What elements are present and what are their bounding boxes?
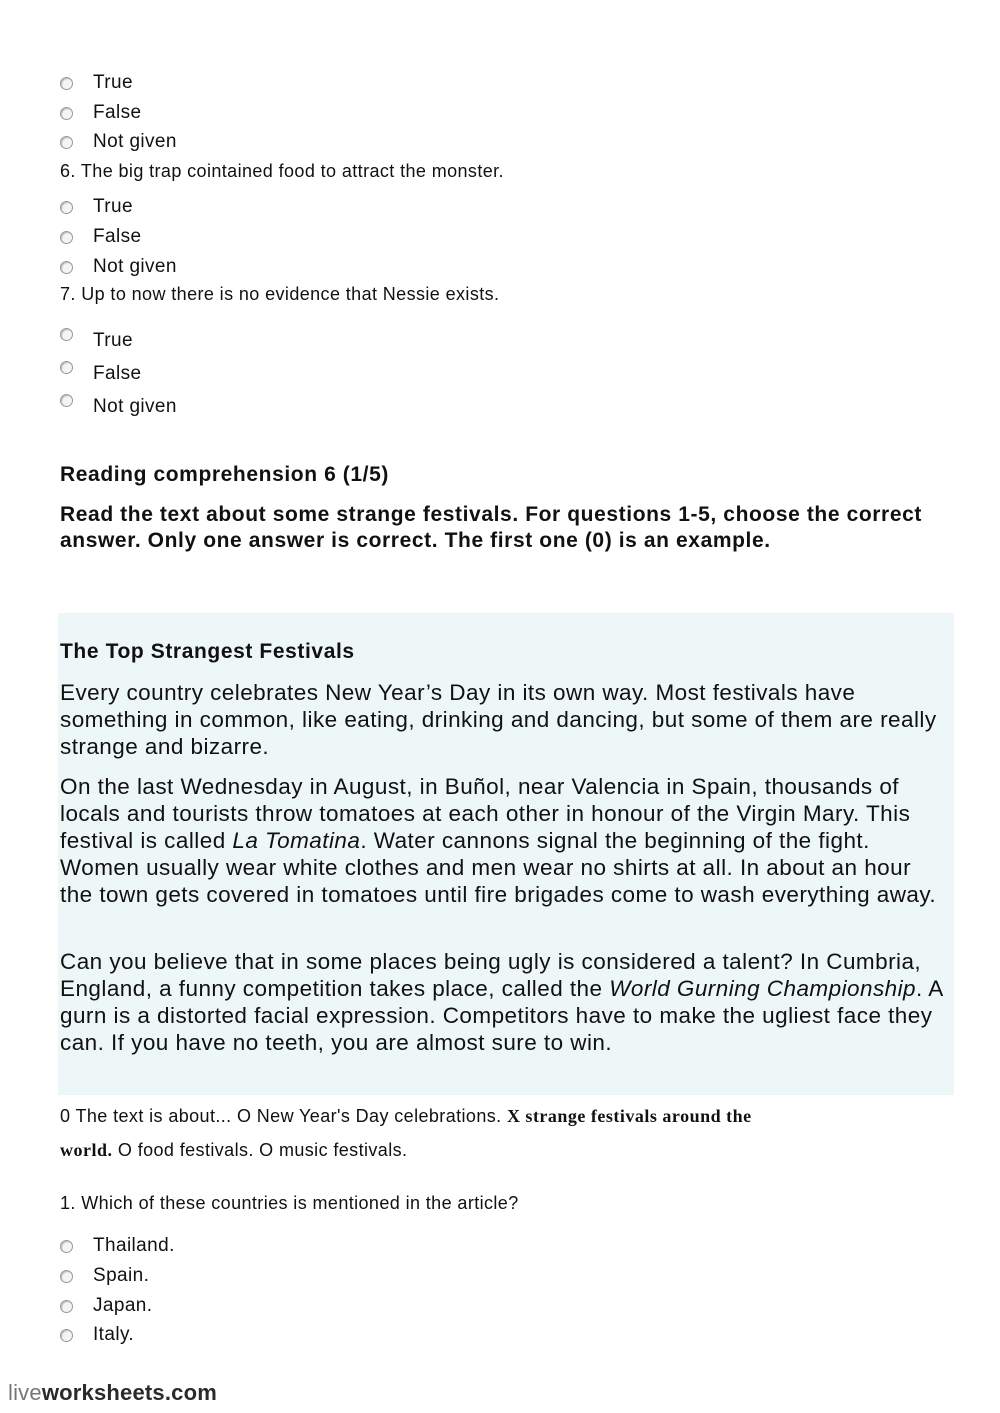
- radio-button[interactable]: [60, 361, 73, 374]
- paragraph-text: . Water cannons signal the beginning of the fight. Women usually wear white clothes and men wear no shirts at all. In about an hour the town gets covered in tomatoes until fire brigades come to wash everything away.: [60, 828, 937, 907]
- example-suffix: O food festivals. O music festivals.: [117, 1140, 408, 1160]
- logo-text-light: live: [8, 1380, 42, 1405]
- option-label: True: [93, 330, 133, 351]
- option-label: False: [93, 102, 142, 123]
- q1-option-spain[interactable]: [60, 1264, 149, 1288]
- logo-text-dark: worksheets.com: [41, 1380, 218, 1405]
- example-prefix: 0 The text is about... O New Year's Day celebrations.: [60, 1106, 502, 1126]
- option-label: Thailand.: [93, 1235, 175, 1256]
- radio-button[interactable]: [60, 328, 73, 341]
- question-1: 1. Which of these countries is mentioned in the article?: [60, 1193, 519, 1213]
- radio-button[interactable]: [60, 1240, 73, 1253]
- article-paragraph-3: [60, 948, 950, 1056]
- option-label: Japan.: [93, 1295, 153, 1316]
- radio-button[interactable]: [60, 1300, 73, 1313]
- radio-button[interactable]: [60, 1270, 73, 1283]
- article-title: The Top Strangest Festivals: [60, 640, 355, 663]
- radio-button[interactable]: [60, 107, 73, 120]
- q1-option-japan[interactable]: [60, 1294, 152, 1318]
- radio-button[interactable]: [60, 77, 73, 90]
- example-line-1: [60, 1106, 752, 1127]
- prev-option-true[interactable]: [60, 71, 133, 95]
- radio-button[interactable]: [60, 231, 73, 244]
- radio-button[interactable]: [60, 261, 73, 274]
- radio-button[interactable]: [60, 394, 73, 407]
- q7-option-false[interactable]: [60, 359, 141, 389]
- example-line-2: [60, 1140, 407, 1161]
- radio-button[interactable]: [60, 1329, 73, 1342]
- question-6: 6. The big trap cointained food to attract the monster.: [60, 161, 504, 181]
- article-paragraph-2: [60, 773, 950, 908]
- festival-name: La Tomatina: [232, 828, 361, 853]
- paragraph-text: Can you believe that in some places being ugly is considered a talent? In Cumbria, England, a funny competition takes place, called the: [60, 949, 922, 1001]
- option-label: False: [93, 363, 142, 384]
- competition-name: World Gurning Championship: [609, 976, 917, 1001]
- radio-button[interactable]: [60, 201, 73, 214]
- option-label: True: [93, 196, 133, 217]
- paragraph-text: . A gurn is a distorted facial expression. Competitors have to make the ugliest face they can. If you have no teeth, you are almost sure to win.: [60, 976, 943, 1055]
- option-label: Italy.: [93, 1324, 135, 1345]
- q7-option-true[interactable]: [60, 326, 133, 356]
- question-7: 7. Up to now there is no evidence that Nessie exists.: [60, 284, 500, 304]
- liveworksheets-logo[interactable]: [8, 1380, 217, 1406]
- option-label: Not given: [93, 396, 177, 417]
- section-title: Reading comprehension 6 (1/5): [60, 463, 389, 486]
- q6-option-not-given[interactable]: [60, 255, 177, 279]
- section-instructions: Read the text about some strange festivals. For questions 1-5, choose the correct answer. Only one answer is correct. The first one (0) is an example.: [60, 503, 922, 552]
- q1-option-italy[interactable]: [60, 1323, 134, 1347]
- q6-option-false[interactable]: [60, 225, 141, 249]
- prev-option-not-given[interactable]: [60, 130, 177, 154]
- q7-option-not-given[interactable]: [60, 392, 177, 422]
- prev-option-false[interactable]: [60, 101, 141, 125]
- option-label: False: [93, 226, 142, 247]
- option-label: Spain.: [93, 1265, 150, 1286]
- article-paragraph-1: Every country celebrates New Year’s Day in its own way. Most festivals have something in common, like eating, drinking and dancing, but some of them are really strange and bizarre.: [60, 680, 937, 759]
- option-label: True: [93, 72, 133, 93]
- option-label: Not given: [93, 256, 177, 277]
- option-label: Not given: [93, 131, 177, 152]
- q6-option-true[interactable]: [60, 195, 133, 219]
- paragraph-text: On the last Wednesday in August, in Buñol, near Valencia in Spain, thousands of locals and tourists throw tomatoes at each other in honour of the Virgin Mary. This festival is called: [60, 774, 911, 853]
- example-answer-cont: world.: [60, 1140, 113, 1160]
- q1-option-thailand[interactable]: [60, 1234, 175, 1258]
- example-answer: X strange festivals around the: [506, 1106, 752, 1126]
- radio-button[interactable]: [60, 136, 73, 149]
